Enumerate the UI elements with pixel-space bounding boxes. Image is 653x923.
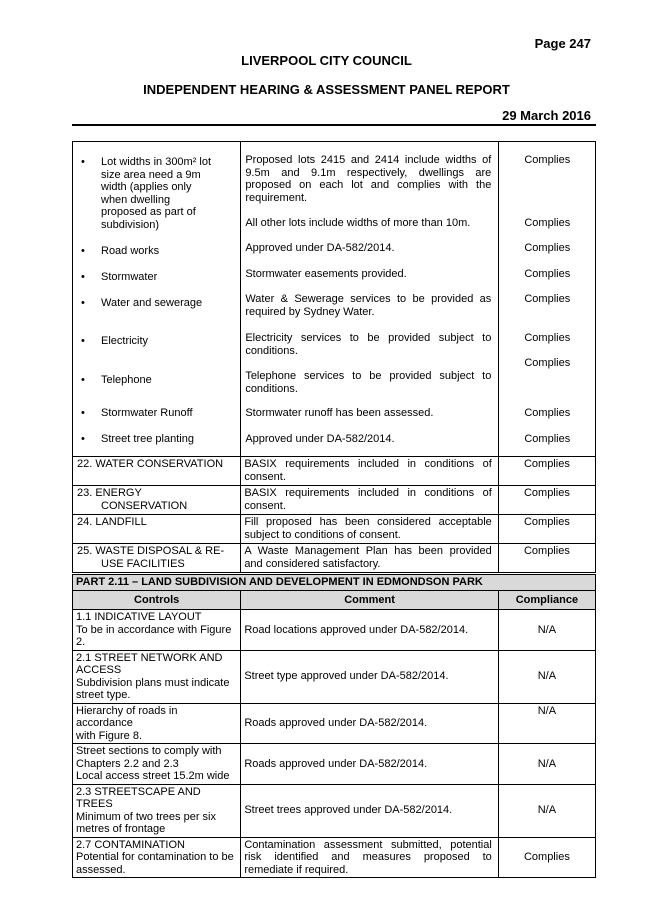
table-row: [73, 610, 596, 651]
header-rule: [72, 124, 596, 126]
bullet-icon: •: [81, 271, 85, 283]
control-cell: Street sections to comply with Chapters 2.2 and 2.3 Local access street 15.2m wide: [73, 744, 241, 785]
column-header-comment: Comment: [241, 590, 498, 610]
table-row: [73, 703, 596, 744]
comment-text: Approved under DA-582/2014.: [245, 242, 395, 254]
page-number: Page 247: [534, 36, 591, 51]
bullet-icon: •: [81, 374, 85, 386]
comment-text: All other lots include widths of more than 10m.: [245, 217, 471, 229]
compliance-cell: N/A: [498, 703, 595, 744]
column-header-row: [73, 590, 596, 610]
table-row: [73, 515, 596, 544]
control-cell: Hierarchy of roads in accordance with Figure 8.: [73, 703, 241, 744]
status-text: Complies: [524, 293, 571, 305]
comment-text: Approved under DA-582/2014.: [245, 433, 395, 445]
bullet-icon: •: [81, 156, 85, 168]
control-cell: 2.7 CONTAMINATION Potential for contamination to be assessed.: [73, 837, 241, 878]
control-cell: 1.1 INDICATIVE LAYOUT To be in accordance with Figure 2.: [73, 610, 241, 651]
bullet-icon: •: [81, 297, 85, 309]
list-item: • Electricity: [81, 335, 149, 347]
status-cell: Complies: [498, 515, 595, 544]
compliance-cell: N/A: [498, 650, 595, 703]
list-item: • Lot widths in 300m² lot size area need a 9m width (applies only when dwelling proposed as part of subdivision): [81, 156, 212, 231]
status-text: Complies: [524, 217, 571, 229]
status-text: Complies: [524, 433, 571, 445]
subdivision-bullets-cell: [73, 142, 241, 457]
table-row: [73, 650, 596, 703]
comment-text: Stormwater easements provided.: [245, 268, 407, 280]
list-item: • Stormwater Runoff: [81, 407, 193, 419]
comment-cell: Street trees approved under DA-582/2014.: [241, 784, 498, 837]
table-row: [73, 486, 596, 515]
subdivision-comments-cell: [241, 142, 498, 457]
list-item: • Road works: [81, 245, 160, 257]
comment-text: Telephone services to be provided subject to conditions.: [245, 370, 492, 395]
bullet-icon: •: [81, 433, 85, 445]
comment-text: Proposed lots 2415 and 2414 include widths of 9.5m and 9.1m respectively, dwellings are proposed on each lot and complies with the requirement.: [245, 154, 492, 204]
status-cell: Complies: [498, 486, 595, 515]
compliance-cell: N/A: [498, 610, 595, 651]
status-text: Complies: [524, 154, 571, 166]
bullet-icon: •: [81, 245, 85, 257]
comment-cell: Road locations approved under DA-582/2014.: [241, 610, 498, 651]
status-text: Complies: [524, 357, 571, 369]
report-date: 29 March 2016: [502, 108, 591, 123]
status-cell: Complies: [498, 544, 595, 573]
compliance-cell: N/A: [498, 744, 595, 785]
control-cell: 25. WASTE DISPOSAL & RE- USE FACILITIES: [73, 544, 241, 573]
council-name: LIVERPOOL CITY COUNCIL: [241, 53, 412, 68]
table-row: [73, 544, 596, 573]
comment-cell: A Waste Management Plan has been provided and considered satisfactory.: [241, 544, 498, 573]
control-cell: 23. ENERGY CONSERVATION: [73, 486, 241, 515]
status-text: Complies: [524, 242, 571, 254]
comment-cell: Fill proposed has been considered acceptable subject to conditions of consent.: [241, 515, 498, 544]
control-cell: 2.1 STREET NETWORK AND ACCESS Subdivision plans must indicate street type.: [73, 650, 241, 703]
column-header-compliance: Compliance: [498, 590, 595, 610]
report-title: INDEPENDENT HEARING & ASSESSMENT PANEL REPORT: [143, 82, 510, 97]
table-row: [73, 744, 596, 785]
comment-text: Electricity services to be provided subject to conditions.: [245, 332, 492, 357]
comment-cell: Contamination assessment submitted, potential risk identified and measures proposed to remediate if required.: [241, 837, 498, 878]
control-cell: 24. LANDFILL: [73, 515, 241, 544]
list-item: • Water and sewerage: [81, 297, 203, 309]
compliance-cell: Complies: [498, 837, 595, 878]
status-text: Complies: [524, 407, 571, 419]
control-cell: 2.3 STREETSCAPE AND TREES Minimum of two trees per six metres of frontage: [73, 784, 241, 837]
compliance-cell: N/A: [498, 784, 595, 837]
comment-text: Stormwater runoff has been assessed.: [245, 407, 434, 419]
status-text: Complies: [524, 332, 571, 344]
table-row: [73, 784, 596, 837]
comment-cell: BASIX requirements included in conditions of consent.: [241, 457, 498, 486]
table-row: [73, 457, 596, 486]
status-cell: Complies: [498, 457, 595, 486]
subdivision-controls-table: [72, 141, 596, 573]
list-item: • Street tree planting: [81, 433, 194, 445]
bullet-icon: •: [81, 335, 85, 347]
comment-cell: Roads approved under DA-582/2014.: [241, 703, 498, 744]
part-2-11-table: [72, 574, 596, 878]
column-header-controls: Controls: [73, 590, 241, 610]
subdivision-status-cell: [498, 142, 595, 457]
part-heading: PART 2.11 – LAND SUBDIVISION AND DEVELOPMENT IN EDMONDSON PARK: [73, 575, 596, 591]
table-row: [73, 142, 596, 457]
comment-cell: Street type approved under DA-582/2014.: [241, 650, 498, 703]
comment-cell: BASIX requirements included in conditions of consent.: [241, 486, 498, 515]
comment-text: Water & Sewerage services to be provided as required by Sydney Water.: [245, 293, 492, 318]
list-item: • Telephone: [81, 374, 152, 386]
control-cell: 22. WATER CONSERVATION: [73, 457, 241, 486]
comment-cell: Roads approved under DA-582/2014.: [241, 744, 498, 785]
bullet-icon: •: [81, 407, 85, 419]
table-heading-row: [73, 575, 596, 591]
table-row: [73, 837, 596, 878]
list-item: • Stormwater: [81, 271, 158, 283]
status-text: Complies: [524, 268, 571, 280]
